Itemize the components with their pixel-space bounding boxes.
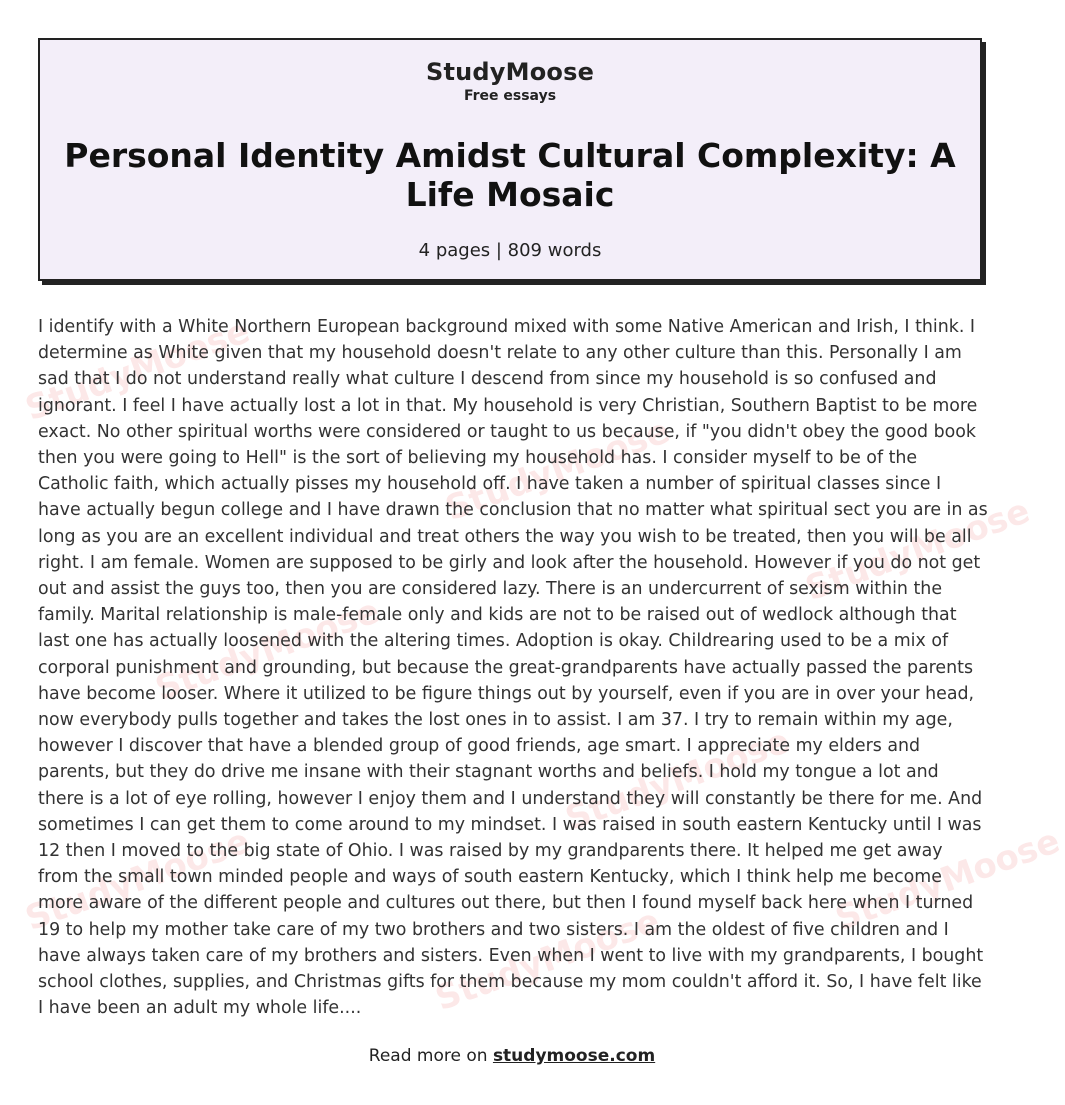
essay-body: I identify with a White Northern European background mixed with some Native American and Irish, I think. I determine as White given that my household doesn't relate to any other culture than this. Personally I am sad that I do not understand really what culture I descend from since my household is so confused and ignorant. I feel I have actually lost a lot in that. My household is very Christian, Southern Baptist to be more exact. No other spiritual worths were considered or taught to us because, if "you didn't obey the good book then you were going to Hell" is the sort of believing my household has. I consider myself to be of the Catholic faith, which actually pisses my household off. I have taken a number of spiritual classes since I have actually begun college and I have drawn the conclusion that no matter what spiritual sect you are in as long as you are an excellent individual and treat others the way you wish to be treated, then you will be all right. I am female. Women are supposed to be girly and look after the household. However if you do not get out and assist the guys too, then you are considered lazy. There is an undercurrent of sexism within the family. Marital relationship is male-female only and kids are not to be raised out of wedlock although that last one has actually loosened with the altering times. Adoption is okay. Childrearing used to be a mix of corporal punishment and grounding, but because the great-grandparents have actually passed the parents have become looser. Where it utilized to be figure things out by yourself, even if you are in over your head, now everybody pulls together and takes the lost ones in to assist. I am 37. I try to remain within my age, however I discover that have a blended group of good friends, age smart. I appreciate my elders and parents, but they do drive me insane with their stagnant worths and beliefs. I hold my tongue a lot and there is a lot of eye rolling, however I enjoy them and I understand they will constantly be there for me. And sometimes I can get them to come around to my mindset. I was raised in south eastern Kentucky until I was 12 then I moved to the big state of Ohio. I was raised by my grandparents there. It helped me get away from the small town minded people and ways of south eastern Kentucky, which I think help me become more aware of the different people and cultures out there, but then I found myself back here when I turned 19 to help my mother take care of my two brothers and two sisters. I am the oldest of five children and I have always taken care of my brothers and sisters. Even when I went to live with my grandparents, I bought school clothes, supplies, and Christmas gifts for them because my mom couldn't afford it. So, I have felt like I have been an adult my whole life.... xyxy=(38,317,988,1019)
read-more xyxy=(0,1046,1024,1066)
watermark: StudyMoose xyxy=(150,590,386,710)
read-more-prefix: Read more on xyxy=(368,1046,493,1066)
watermark: StudyMoose xyxy=(830,820,1065,940)
watermark: StudyMoose xyxy=(430,900,666,1020)
brand-tagline: Free essays xyxy=(463,88,557,104)
watermark: StudyMoose xyxy=(20,820,256,940)
watermark: StudyMoose xyxy=(440,410,676,530)
brand-logo[interactable]: StudyMoose xyxy=(425,58,595,86)
essay-title: Personal Identity Amidst Cultural Complexity: A Life Mosaic xyxy=(64,136,956,214)
essay-header-card xyxy=(38,38,982,281)
watermark: StudyMoose xyxy=(800,490,1036,610)
watermark: StudyMoose xyxy=(560,720,796,840)
read-more-link[interactable]: studymoose.com xyxy=(492,1046,656,1066)
essay-meta: 4 pages | 809 words xyxy=(418,240,602,261)
watermark: StudyMoose xyxy=(20,310,256,430)
